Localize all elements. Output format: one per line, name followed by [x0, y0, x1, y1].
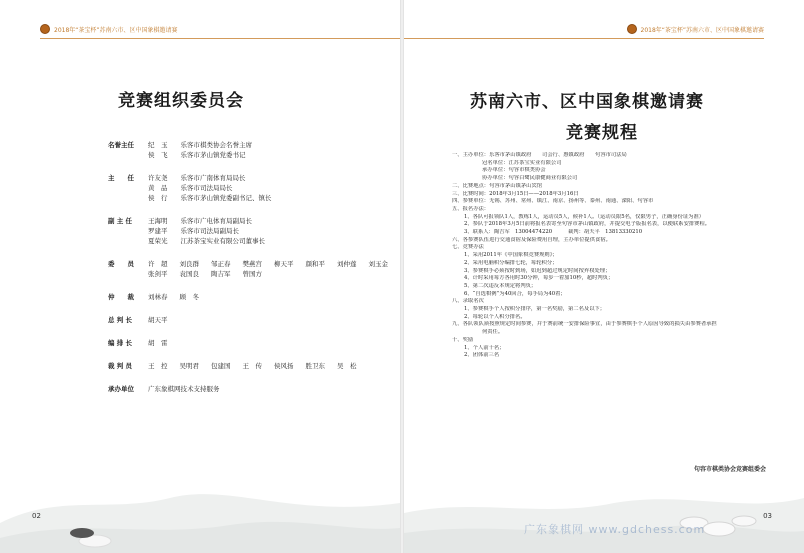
committee-row [108, 361, 388, 371]
site-watermark: 广东象棋网 www.gdchess.com [524, 523, 706, 536]
committee-role: 总 判 长 [108, 316, 133, 324]
rule-line: 冠名单位：江苏茶宝实业有限公司 [482, 159, 562, 166]
committee-name: 张剑平 [148, 270, 168, 278]
right-header [627, 24, 765, 34]
committee-member: 侯 飞 乐客市茅山镇党委书记 [148, 151, 246, 159]
right-page-title: 苏南六市、区中国象棋邀请赛 [470, 92, 704, 112]
committee-role: 委 员 [108, 260, 134, 268]
committee-row [108, 216, 388, 246]
committee-member: 黄 品 乐客市司法局局长 [148, 184, 233, 192]
rule-line: 四、参赛单位：无锡、苏州、常州、镇江、南京、扬州等、泰州、南通、溧阳、句容市 [452, 198, 654, 205]
left-page-title: 竞赛组织委员会 [118, 91, 244, 111]
rule-line: 五、报名办法： [452, 205, 490, 212]
rule-line: 5、第二次违反本规定将判负； [464, 282, 537, 289]
right-header-text: 2018年“茶宝杯”苏南六市、区中国象棋邀请赛 [640, 26, 764, 34]
committee-role: 编 排 长 [108, 339, 133, 347]
rule-line: 八、录取名次 [452, 298, 484, 305]
committee-name: 曾国方 [242, 270, 262, 278]
committee-name: 吴明君 [179, 362, 199, 370]
mountain-mist-decoration [0, 443, 400, 553]
committee-row [108, 140, 388, 160]
committee-name: 袁国良 [179, 270, 199, 278]
rule-line: 九、各队领队须按照规定时间参赛，并于赛前统一安排保险事宜，由于参赛棋手个人原因导致的损失由参赛者承担 [452, 321, 717, 328]
committee-member: 王海明 乐客市广电体育局副局长 [148, 217, 252, 225]
rule-line: 6、“自选棋例”为40回合，每手局为40着； [464, 290, 566, 297]
committee-name: 包建国 [211, 362, 231, 370]
committee-role: 仲 裁 [108, 293, 134, 301]
committee-name: 刘良群 [179, 260, 199, 268]
committee-names [148, 292, 388, 302]
committee-name: 刘玉金 [368, 260, 388, 268]
committee-name: 刘林春 [148, 293, 168, 301]
committee-name: 侯风扬 [274, 362, 294, 370]
committee-names [148, 338, 388, 348]
committee-name: 胡 雷 [148, 339, 168, 347]
committee-members [148, 173, 388, 203]
rule-line: 六、各参赛队伍进行交通食宿及保险费用自理，主办单位提供食宿。 [452, 236, 611, 243]
rule-line: 十、奖励 [452, 336, 474, 343]
rule-line: 三、比赛时间：2018年3月15日——2018年3月16日 [452, 190, 579, 197]
rule-line: 1、各队可报领队1人，教练1人，运动员5人，候补1人。（运动员限5名，仅限男子，正确身份证为准） [464, 213, 705, 220]
right-header-rule [404, 38, 764, 39]
left-header-rule [40, 38, 400, 39]
committee-members [148, 216, 388, 246]
right-page-number: 03 [763, 512, 772, 520]
committee-name: 柳天平 [274, 260, 294, 268]
committee-name: 胡天平 [148, 316, 168, 324]
committee-row [108, 384, 388, 394]
organizer-signature: 句容市棋类协会竞赛组委会 [693, 466, 766, 473]
right-page [404, 0, 804, 553]
committee-role: 副 主 任 [108, 217, 133, 225]
committee-name: 颜和平 [305, 260, 325, 268]
logo-seal-icon [627, 24, 637, 34]
left-header [40, 24, 178, 34]
committee-name: 王 控 [148, 362, 168, 370]
rule-line: 3、联系人：陶吉军 13004474220 裁判：胡天平 13813330210 [464, 229, 643, 236]
rule-line: 4、计时采用每方各用时30分钟，每步一着加10秒，超时判负； [464, 275, 614, 282]
rule-line: 1、个人前十名； [464, 344, 505, 351]
rule-line: 二、比赛地点：句容市茅山镇茅山宾馆 [452, 182, 543, 189]
committee-names [148, 315, 388, 325]
committee-names [148, 384, 388, 394]
rule-line: 一、主办单位：乐客市茅山镇政府 司会行、惠镇政府 句容市司法局 [452, 152, 627, 158]
committee-name: 广东象棋网技术支持服务 [148, 385, 220, 393]
committee-name: 胜卫东 [305, 362, 325, 370]
rule-line: 承办单位：句容市棋类协会 [482, 167, 546, 174]
rule-line: 协办单位：句容白鹭民康健商业有限公司 [482, 175, 578, 182]
left-header-text: 2018年“茶宝杯”苏南六市、区中国象棋邀请赛 [54, 26, 178, 34]
rule-line: 2、参队于2018年3月5日前将报名表寄至句容市茅山镇政府，并提交电子版报名表，以便联系安排赛程。 [464, 221, 711, 228]
committee-names [148, 259, 388, 279]
committee-name: 樊燕宫 [242, 260, 262, 268]
left-page-number: 02 [32, 512, 41, 520]
committee-member: 侯 行 乐客市茅山镇党委副书记、镇长 [148, 194, 272, 202]
rule-line: 1、采用2011年《中国象棋竞赛规则》； [464, 252, 558, 259]
committee-row [108, 338, 388, 348]
committee-row [108, 315, 388, 325]
rule-line: 3、参赛棋手必须按时到场，如迟到超过规定时间按弃权处理； [464, 267, 611, 274]
rule-line: 1、参赛棋手个人按积分排序，第一名奖励，第二名及以下； [464, 306, 606, 313]
committee-name: 陶吉军 [211, 270, 231, 278]
committee-name: 王 传 [242, 362, 262, 370]
committee-member: 纪 玉 乐客市棋类协会名誉主席 [148, 141, 252, 149]
committee-row [108, 173, 388, 203]
committee-name: 邹正春 [211, 260, 231, 268]
rule-line: 七、竞赛办法 [452, 244, 484, 251]
right-page-subtitle: 竞赛规程 [566, 123, 638, 143]
committee-members [148, 140, 388, 160]
committee-member: 罗建平 乐客市司法局副局长 [148, 227, 239, 235]
committee-role: 主 任 [108, 174, 134, 182]
rule-line: 2、每轮以个人积分排名。 [464, 313, 526, 320]
rule-line: 何责任。 [482, 329, 504, 336]
rule-line: 2、团体前三名 [464, 352, 500, 359]
committee-member: 夏荣光 江苏茶宝实业有限公司董事长 [148, 237, 265, 245]
committee-names [148, 361, 388, 371]
committee-name: 刘仲莲 [337, 260, 357, 268]
committee-member: 许友尧 乐客市广南体育局局长 [148, 174, 246, 182]
committee-name: 吴 松 [337, 362, 357, 370]
committee-name: 顾 冬 [179, 293, 199, 301]
committee-row [108, 259, 388, 279]
left-page [0, 0, 400, 553]
competition-rules [452, 152, 772, 360]
committee-name: 许 超 [148, 260, 168, 268]
logo-seal-icon [40, 24, 50, 34]
committee-role: 承办单位 [108, 385, 134, 393]
committee-list [108, 140, 388, 407]
committee-role: 名誉主任 [108, 141, 134, 149]
committee-role: 裁 判 员 [108, 362, 133, 370]
committee-row [108, 292, 388, 302]
rule-line: 2、采用电脑积分编排七轮，每轮积分； [464, 259, 558, 266]
